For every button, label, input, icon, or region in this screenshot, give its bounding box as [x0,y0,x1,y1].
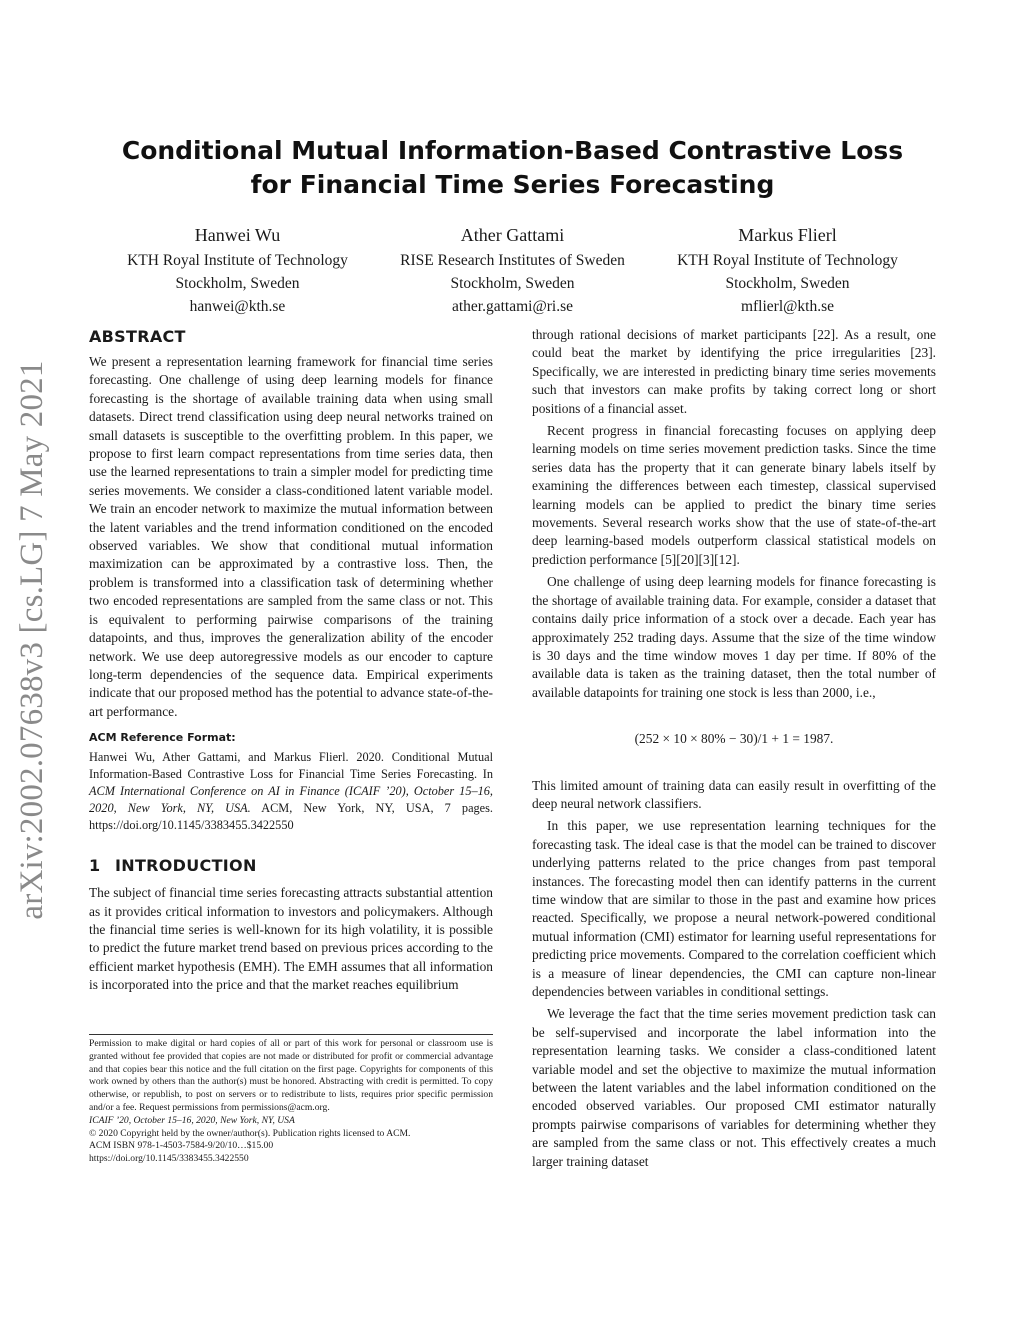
intro-paragraph-6: We leverage the fact that the time series movement prediction task can be self-supervised and incorporate the label information into the representation learning tasks. We consider a class-conditioned latent variable model and set the objective to maximize the mutual information between the latent variables and the label information conditioned on the encoded observed variables. Our proposed CMI estimator naturally prompts pairwise comparisons of variables for determining whether they are sampled from the same class or not. This effectively creates a much larger training dataset [532,1006,936,1169]
abstract-text: We present a representation learning framework for financial time series forecasting. One challenge of using deep learning models for finance forecasting is the shortage of available training data when using small datasets. Direct trend classification using deep neural networks trained on small datasets is susceptible to the overfitting problem. In this paper, we propose to first learn compact representations from time series data, then use the learned representations to train a simpler model for predicting time series movements. We consider a class-conditioned latent variable model. We train an encoder network to maximize the mutual information between the latent variables and the trend information conditioned on the encoded observed variables. We show that conditional mutual information maximization can be approximated by a contrastive loss. Then, the problem is transformed into a classification task of determining whether two encoded representations are sampled from the same class or not. This is equivalent to performing pairwise comparisons of the training datapoints, and thus, improves the generalization ability of the encoder network. We use deep autoregressive models as our encoder to capture long-term dependencies of the sequence data. Empirical experiments indicate that our proposed method has the potential to advance state-of-the-art performance. [89,354,493,719]
footnote-copyright: © 2020 Copyright held by the owner/author(s). Publication rights licensed to ACM. [89,1127,411,1139]
author-name: Hanwei Wu [194,225,281,245]
acm-reference-text [89,749,493,834]
right-column [532,326,936,1171]
author-name: Markus Flierl [738,225,837,245]
author-location: Stockholm, Sweden [450,275,575,292]
footnote-conference: ICAIF ’20, October 15–16, 2020, New York, NY, USA [89,1114,295,1126]
footnote-block [89,1038,493,1166]
author-2 [375,222,650,318]
author-affiliation: KTH Royal Institute of Technology [677,252,898,269]
author-name: Ather Gattami [460,225,565,245]
author-3 [650,222,925,318]
intro-paragraph-3: One challenge of using deep learning models for finance forecasting is the shortage of available training data. For example, consider a dataset that contains daily price information of a stock over a decade. Each year has approximately 252 trading days. Assume that the size of the time window is 30 days and the time window moves 1 day per time. If 80% of the available data is taken as the training dataset, then the total number of available datapoints for training one stock is less than 2000, i.e., [532,574,936,700]
abstract-heading: ABSTRACT [89,327,186,346]
introduction-heading [89,855,493,877]
intro-paragraph-4: This limited amount of training data can easily result in overfitting of the deep neural network classifiers. [532,777,936,811]
footnote-doi: https://doi.org/10.1145/3383455.3422550 [89,1153,249,1165]
author-location: Stockholm, Sweden [175,275,300,292]
acm-reference-part-2: ACM, New York, NY, USA, 7 pages. https://doi.org/10.1145/3383455.3422550 [89,801,493,833]
footnote-permission: Permission to make digital or hard copies of all or part of this work for personal or classroom use is granted without fee provided that copies are not made or distributed for profit or commercial advantage and that copies bear this notice and the full citation on the first page. Copyrights for components of this work owned by others than the author(s) must be honored. Abstracting with credit is permitted. To copy otherwise, or republish, to post on servers or to redistribute to lists, requires prior specific permission and/or a fee. Request permissions from permissions@acm.org. [89,1038,493,1113]
intro-paragraph-1-continued: through rational decisions of market participants [22]. As a result, one could beat the market by identifying the price irregularities [23]. Specifically, we are interested in predicting binary time series movements such that investors can make profits by taking correct long or short positions of a financial asset. [532,327,936,416]
intro-paragraph-1: The subject of financial time series forecasting attracts substantial attention as it provides critical information to investors and policymakers. Although the financial time series is well-known for its high volatility, it is possible to predict the future market trend based on previous prices according to the efficient market hypothesis (EMH). The EMH assumes that all information is incorporated into the price and that the market reaches equilibrium [89,885,493,993]
acm-reference-heading: ACM Reference Format: [89,731,236,745]
arxiv-stamp-text: arXiv:2002.07638v3 [cs.LG] 7 May 2021 [14,360,50,920]
acm-reference-venue: ACM International Conference on AI in Finance (ICAIF ’20), October 15–16, 2020, New York, NY, USA. [89,784,493,816]
paper-title [90,134,935,202]
footnote-divider [89,1034,493,1035]
section-title: INTRODUCTION [115,856,257,876]
author-1 [100,222,375,318]
left-column [89,326,493,995]
section-number: 1 [89,856,101,876]
footnote-isbn: ACM ISBN 978-1-4503-7584-9/20/10…$15.00 [89,1140,274,1152]
author-block [100,222,925,318]
acm-reference-part-1: Hanwei Wu, Ather Gattami, and Markus Flierl. 2020. Conditional Mutual Information-Based Contrastive Loss for Financial Time Series Forecasting. In [89,750,493,782]
intro-paragraph-2: Recent progress in financial forecasting focuses on applying deep learning models on time series movement prediction tasks. Since the time series data has the property that it can generate binary labels itself by examining the differences between each timestep, classical supervised learning models can be applied to predict the binary time series movements. Several research works show that the use of state-of-the-art deep learning-based models outperform classical statistical models on prediction performance [5][20][3][12]. [532,423,936,567]
author-email: mflierl@kth.se [740,298,835,315]
equation: (252 × 10 × 80% − 30)/1 + 1 = 1987. [634,731,834,747]
author-affiliation: RISE Research Institutes of Sweden [400,252,625,269]
author-email: ather.gattami@ri.se [451,298,573,315]
title-line-1: Conditional Mutual Information-Based Contrastive Loss [121,136,904,165]
intro-paragraph-5: In this paper, we use representation learning techniques for the forecasting task. The ideal case is that the model can be trained to discover underlying patterns related to the price changes from past temporal instances. The forecasting model then can identify patterns in the current time window that are similar to those in the past and examine how prices reacted. Specifically, we propose a neural network-powered conditional mutual information (CMI) estimator for learning useful representations for predicting price movements. Compared to the correlation coefficient which is a measure of linear dependencies, the CMI can capture non-linear dependencies between variables in conditional settings. [532,818,936,999]
arxiv-stamp [7,350,57,930]
author-location: Stockholm, Sweden [725,275,850,292]
title-line-2: for Financial Time Series Forecasting [250,170,775,199]
author-affiliation: KTH Royal Institute of Technology [127,252,348,269]
author-email: hanwei@kth.se [189,298,286,315]
